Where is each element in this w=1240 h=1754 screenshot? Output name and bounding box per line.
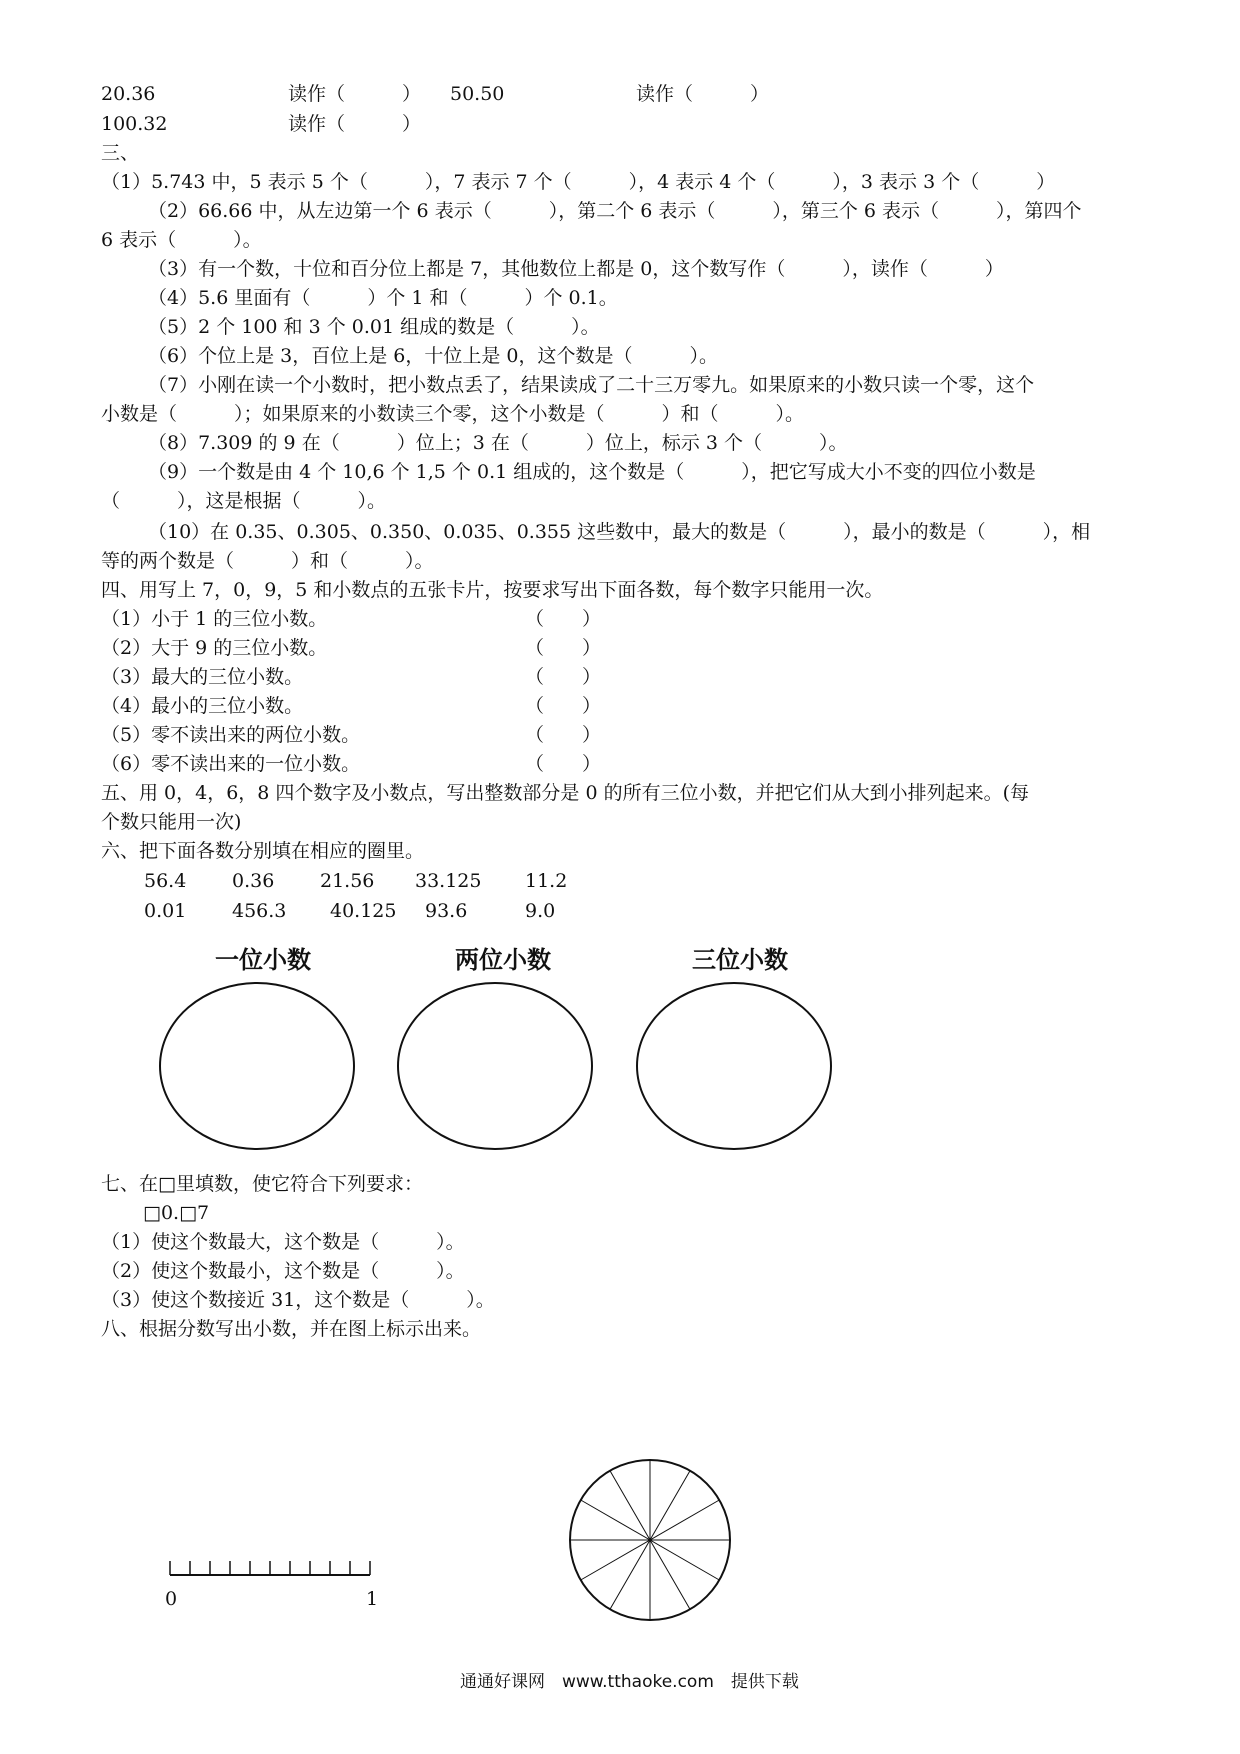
s3-q7-line2: 小数是（ ）；如果原来的小数读三个零，这个小数是（ ）和（ ）。 [101,403,805,425]
s7-q3: （3）使这个数接近 31，这个数是（ ）。 [101,1289,495,1311]
s4-item-label: （3）最大的三位小数。 [101,666,304,688]
section-5-line2: 个数只能用一次) [101,811,242,833]
circle-title-three-decimal: 三位小数 [692,946,788,974]
s7-q1: （1）使这个数最大，这个数是（ ）。 [101,1231,465,1253]
circle-title-one-decimal: 一位小数 [215,946,311,974]
s6-number: 9.0 [525,900,556,922]
s6-number: 456.3 [232,900,287,922]
s4-item-label: （4）最小的三位小数。 [101,695,304,717]
one-decimal-circle[interactable] [159,982,355,1150]
s3-q2-line1: （2）66.66 中，从左边第一个 6 表示（ ），第二个 6 表示（ ），第三个 6 表示（ ），第四个 [148,200,1082,222]
s6-number: 11.2 [525,870,568,892]
fraction-circle[interactable] [565,1455,735,1625]
section-4-heading: 四、用写上 7，0，9，5 和小数点的五张卡片，按要求写出下面各数，每个数字只能用一次。 [101,579,884,601]
s4-item-blank: （ ） [525,666,602,688]
number-line-start-label: 0 [165,1588,178,1610]
circle-title-two-decimal: 两位小数 [455,946,551,974]
section-7-heading: 七、在□里填数，使它符合下列要求： [101,1173,423,1195]
section-8-heading: 八、根据分数写出小数，并在图上标示出来。 [101,1318,482,1340]
s3-q10-line2: 等的两个数是（ ）和（ ）。 [101,550,434,572]
top-read-2: 读作（ ） [636,83,770,105]
s6-number: 0.36 [232,870,275,892]
two-decimal-circle[interactable] [397,982,593,1150]
s4-item-blank: （ ） [525,695,602,717]
section-6-heading: 六、把下面各数分别填在相应的圈里。 [101,840,425,862]
number-line[interactable] [160,1555,380,1595]
s7-pattern: □0.□7 [143,1202,210,1224]
top-num-3: 100.32 [101,113,168,135]
s7-q2: （2）使这个数最小，这个数是（ ）。 [101,1260,465,1282]
footer-source: 通通好课网 www.tthaoke.com 提供下载 [460,1672,799,1692]
s3-q7-line1: （7）小刚在读一个小数时，把小数点丢了，结果读成了二十三万零九。如果原来的小数只读一个零，这个 [148,374,1035,396]
top-num-1: 20.36 [101,83,156,105]
s3-q9-line2: （ ），这是根据（ ）。 [101,490,387,512]
s6-number: 56.4 [144,870,187,892]
three-decimal-circle[interactable] [636,982,832,1150]
s6-number: 93.6 [425,900,468,922]
s3-q10-line1: （10）在 0.35、0.305、0.350、0.035、0.355 这些数中，最大的数是（ ），最小的数是（ ），相 [148,521,1091,543]
s3-q2-line2: 6 表示（ ）。 [101,229,262,251]
section-5-line1: 五、用 0，4，6，8 四个数字及小数点，写出整数部分是 0 的所有三位小数，并把它们从大到小排列起来。(每 [101,782,1030,804]
s4-item-blank: （ ） [525,753,602,775]
s4-item-label: （6）零不读出来的一位小数。 [101,753,361,775]
top-read-3: 读作（ ） [288,113,422,135]
s3-q9-line1: （9）一个数是由 4 个 10,6 个 1,5 个 0.1 组成的，这个数是（ ），把它写成大小不变的四位小数是 [148,461,1036,483]
top-num-2: 50.50 [450,83,505,105]
s4-item-label: （2）大于 9 的三位小数。 [101,637,328,659]
s3-q3: （3）有一个数，十位和百分位上都是 7，其他数位上都是 0，这个数写作（ ），读作（ ） [148,258,1004,280]
s6-number: 0.01 [144,900,187,922]
s3-q5: （5）2 个 100 和 3 个 0.01 组成的数是（ ）。 [148,316,600,338]
s4-item-blank: （ ） [525,724,602,746]
s6-number: 40.125 [330,900,397,922]
top-read-1: 读作（ ） [288,83,422,105]
s3-q4: （4）5.6 里面有（ ）个 1 和（ ）个 0.1。 [148,287,618,309]
s4-item-blank: （ ） [525,608,602,630]
s4-item-label: （5）零不读出来的两位小数。 [101,724,361,746]
s3-q1: （1）5.743 中，5 表示 5 个（ ），7 表示 7 个（ ），4 表示 4 个（ ），3 表示 3 个（ ） [101,171,1056,193]
section-3-heading: 三、 [101,142,140,164]
s3-q8: （8）7.309 的 9 在（ ）位上；3 在（ ）位上，标示 3 个（ ）。 [148,432,848,454]
s4-item-label: （1）小于 1 的三位小数。 [101,608,328,630]
s4-item-blank: （ ） [525,637,602,659]
s3-q6: （6）个位上是 3，百位上是 6，十位上是 0，这个数是（ ）。 [148,345,718,367]
number-line-end-label: 1 [366,1588,379,1610]
s6-number: 33.125 [415,870,482,892]
s6-number: 21.56 [320,870,375,892]
